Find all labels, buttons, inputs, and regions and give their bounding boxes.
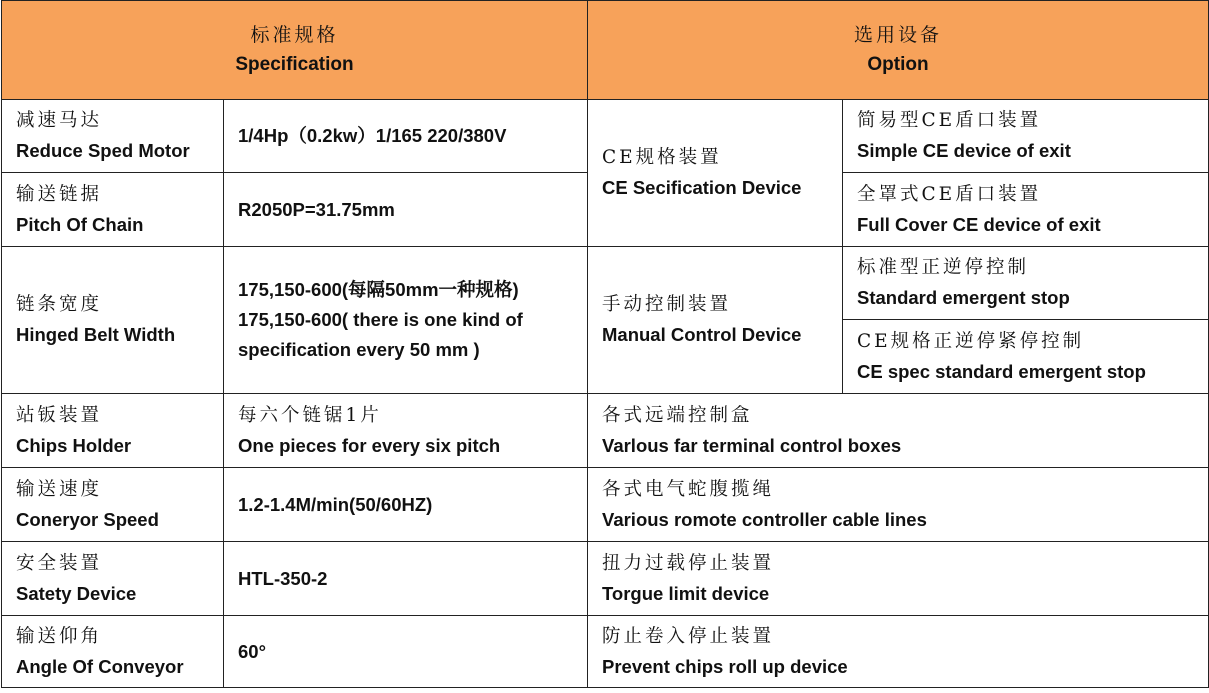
spec-value-line: 每六个链锯1片	[238, 404, 382, 426]
spec-name-zh: 安全装置	[16, 552, 103, 574]
spec-header-en: Specification	[235, 54, 354, 75]
spec-value-cell	[224, 468, 588, 542]
option-item-zh: CE规格正逆停紧停控制	[857, 330, 1085, 352]
option-item-cell	[843, 173, 1209, 247]
spec-value-line: 1/4Hp（0.2kw）1/165 220/380V	[238, 125, 507, 146]
spec-name-zh: 链条宽度	[16, 294, 103, 315]
spec-value-cell	[224, 616, 588, 688]
spec-name-en: Satety Device	[16, 582, 137, 604]
option-single-en: Varlous far terminal control boxes	[602, 434, 902, 456]
spec-name-en: Reduce Sped Motor	[16, 140, 190, 161]
option-single-zh: 各式电气蛇腹揽绳	[602, 478, 775, 500]
spec-name-zh: 输送链据	[16, 183, 103, 205]
spec-name-cell	[2, 616, 224, 688]
option-header-en: Option	[867, 54, 929, 75]
option-header-zh: 选用设备	[854, 24, 943, 46]
spec-value-cell	[224, 173, 588, 247]
option-single-zh: 扭力过载停止装置	[602, 552, 775, 574]
spec-name-cell	[2, 100, 224, 173]
spec-name-en: Chips Holder	[16, 434, 132, 456]
option-item-cell	[843, 247, 1209, 320]
option-single-cell	[588, 394, 1209, 468]
option-item-en: Standard emergent stop	[857, 287, 1070, 308]
option-single-en: Various romote controller cable lines	[602, 508, 927, 530]
spec-value-line: R2050P=31.75mm	[238, 198, 395, 220]
table-row	[2, 394, 1209, 468]
spec-name-zh: 站钣装置	[16, 404, 103, 426]
spec-value-line: 175,150-600( there is one kind of	[238, 309, 523, 330]
option-item-zh: 标准型正逆停控制	[857, 257, 1030, 278]
option-item-cell	[843, 100, 1209, 173]
option-group-cell	[588, 247, 843, 394]
spec-name-en: Pitch Of Chain	[16, 213, 144, 235]
table-row	[2, 616, 1209, 688]
spec-name-cell	[2, 468, 224, 542]
spec-name-zh: 输送速度	[16, 478, 103, 500]
spec-name-en: Hinged Belt Width	[16, 324, 176, 345]
spec-value-line: HTL-350-2	[238, 567, 328, 589]
spec-name-cell	[2, 394, 224, 468]
option-single-cell	[588, 616, 1209, 688]
table-row	[2, 247, 1209, 320]
option-single-zh: 防止卷入停止装置	[602, 625, 775, 647]
spec-value-line: 60°	[238, 640, 266, 662]
option-item-cell	[843, 320, 1209, 394]
option-group-cell	[588, 100, 843, 247]
spec-value-line: One pieces for every six pitch	[238, 434, 501, 456]
spec-option-table	[1, 0, 1209, 688]
spec-value-line: 1.2-1.4M/min(50/60HZ)	[238, 493, 433, 515]
option-item-en: Full Cover CE device of exit	[857, 213, 1101, 235]
spec-name-zh: 减速马达	[16, 110, 103, 131]
spec-name-zh: 输送仰角	[16, 625, 103, 647]
option-item-en: Simple CE device of exit	[857, 140, 1071, 161]
option-single-zh: 各式远端控制盒	[602, 404, 753, 426]
spec-name-cell	[2, 247, 224, 394]
option-single-en: Prevent chips roll up device	[602, 655, 848, 677]
option-item-zh: 简易型CE盾口装置	[857, 110, 1042, 131]
option-group-en: Manual Control Device	[602, 324, 802, 345]
spec-value-cell	[224, 100, 588, 173]
option-header	[588, 1, 1209, 100]
option-group-en: CE Secification Device	[602, 177, 802, 198]
table-row	[2, 100, 1209, 173]
spec-name-en: Angle Of Conveyor	[16, 655, 184, 677]
spec-name-en: Coneryor Speed	[16, 508, 159, 530]
spec-name-cell	[2, 542, 224, 616]
spec-value-line: 175,150-600(每隔50mm一种规格)	[238, 279, 519, 300]
table-row	[2, 468, 1209, 542]
spec-value-cell	[224, 247, 588, 394]
spec-value-cell	[224, 394, 588, 468]
spec-value-cell	[224, 542, 588, 616]
specification-header	[2, 1, 588, 100]
option-single-cell	[588, 468, 1209, 542]
table-row	[2, 542, 1209, 616]
option-item-zh: 全罩式CE盾口装置	[857, 183, 1042, 205]
option-single-cell	[588, 542, 1209, 616]
header-row	[2, 1, 1209, 100]
option-group-zh: CE规格装置	[602, 147, 722, 168]
option-single-en: Torgue limit device	[602, 582, 770, 604]
option-group-zh: 手动控制装置	[602, 294, 732, 315]
spec-header-zh: 标准规格	[250, 24, 339, 46]
spec-value-line: specification every 50 mm )	[238, 339, 480, 360]
spec-name-cell	[2, 173, 224, 247]
option-item-en: CE spec standard emergent stop	[857, 360, 1146, 382]
